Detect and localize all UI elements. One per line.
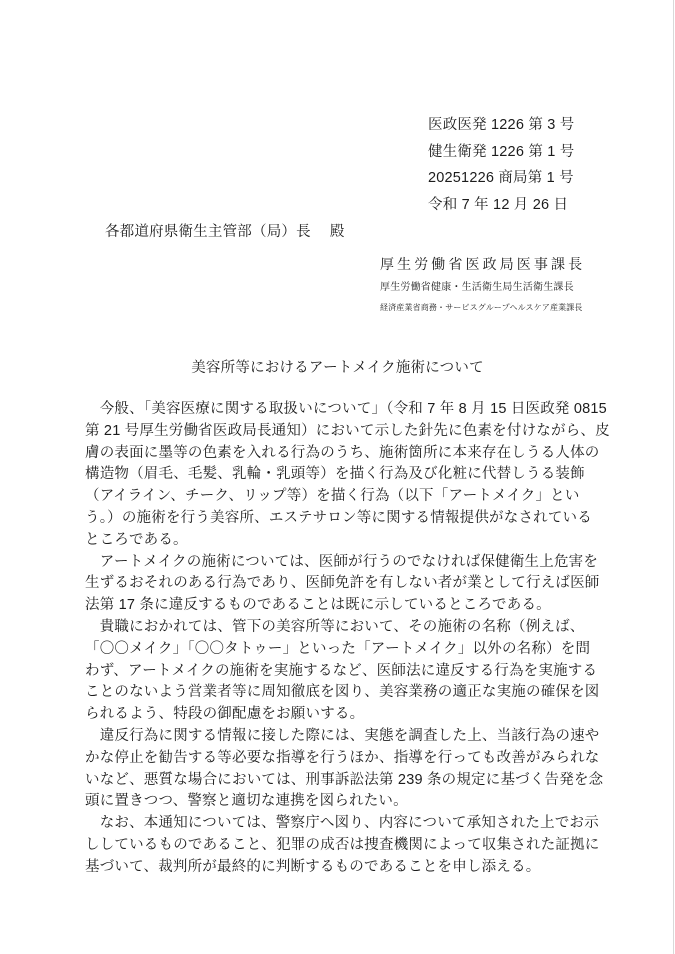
body-line: 貴職におかれては、管下の美容所等において、その施術の名称（例えば、	[85, 618, 585, 635]
sender-line-medical-affairs-division-director: 厚生労働省医政局医事課長	[380, 256, 586, 272]
body-line: （アイライン、チーク、リップ等）を描く行為（以下「アートメイク」とい	[85, 488, 580, 505]
sender-block	[380, 252, 586, 317]
body-line: られるよう、特段の御配慮をお願いする。	[85, 706, 365, 723]
doc-number-line: 医政医発 1226 第 3 号	[428, 117, 575, 133]
addressee-honorific: 殿	[329, 224, 345, 240]
body-line: わず、アートメイクの施術を実施するなど、医師法に違反する行為を実施する	[85, 662, 598, 679]
body-line: 第 21 号厚生労働省医政局長通知）において示した針先に色素を付けながら、皮	[85, 422, 610, 439]
body-line: 膚の表面に墨等の色素を入れる行為のうち、施術箇所に本来存在しうる人体の	[85, 444, 600, 461]
body-line: 今般、「美容医療に関する取扱いについて」（令和 7 年 8 月 15 日医政発 0815	[85, 401, 607, 417]
body-line: う。）の施術を行う美容所、エステサロン等に関する情報提供がなされている	[85, 509, 592, 526]
doc-number-block	[428, 112, 574, 218]
doc-number-line: 健生衛発 1226 第 1 号	[428, 143, 575, 160]
body-line: 違反行為に関する情報に接した際には、実態を調査した上、当該行為の速や	[85, 727, 600, 744]
body-line: いなど、悪質な場合においては、刑事訴訟法第 239 条の規定に基づく告発を念	[85, 771, 604, 788]
addressee-line	[105, 220, 345, 241]
body-line: 「〇〇メイク」「〇〇タトゥー」といった「アートメイク」以外の名称）を問	[85, 640, 591, 657]
doc-number-line: 令和 7 年 12 月 26 日	[428, 196, 569, 213]
body-line: 基づいて、裁判所が最終的に判断するものであることを申し添える。	[85, 858, 541, 875]
body-line: 頭に置きつつ、警察と適切な連携を図られたい。	[85, 793, 408, 810]
body-line: ことのないよう営業者等に周知徹底を図り、美容業務の適正な実施の確保を図	[85, 684, 600, 701]
sender-line-environmental-health-division-director: 厚生労働省健康・生活衛生局生活衛生課長	[380, 282, 574, 293]
body-text	[85, 399, 613, 879]
body-line: 生ずるおそれのある行為であり、医師免許を有しない者が業として行えば医師	[85, 575, 600, 592]
page-edge-line	[673, 0, 674, 954]
body-line: なお、本通知については、警察庁へ図り、内容について承知された上でお示	[85, 815, 599, 832]
doc-number-line: 20251226 商局第 1 号	[428, 170, 574, 186]
body-line: かな停止を勧告する等必要な指導を行うほか、指導を行っても改善がみられな	[85, 749, 600, 766]
body-line: アートメイクの施術については、医師が行うのでなければ保健衛生上危害を	[85, 553, 599, 570]
sender-line-healthcare-industries-division-director: 経済産業省商務・サービスグループヘルスケア産業課長	[380, 303, 583, 312]
document-title: 美容所等におけるアートメイク施術について	[191, 360, 484, 376]
body-line: ししているものであること、犯罪の成否は捜査機関によって収集された証拠に	[85, 836, 600, 853]
body-line: 構造物（眉毛、毛髪、乳輪・乳頭等）を描く行為及び化粧に代替しうる装飾	[85, 466, 585, 483]
body-line: 法第 17 条に違反するものであることは既に示しているところである。	[85, 597, 551, 614]
addressee-name: 各都道府県衛生主管部（局）長	[105, 224, 311, 240]
body-line: ところである。	[85, 531, 188, 548]
